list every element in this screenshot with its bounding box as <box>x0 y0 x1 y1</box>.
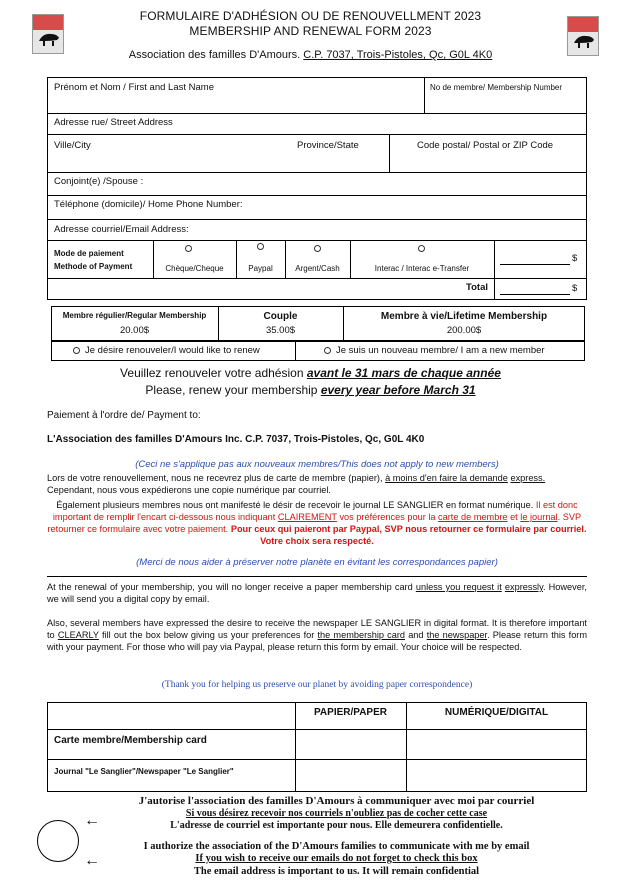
consent-en-line-3: The email address is important to us. It will remain confidential <box>193 866 480 877</box>
radio-icon[interactable] <box>257 243 264 250</box>
reminder-fr-text: Veuillez renouveler votre adhésion <box>120 366 304 380</box>
notice-en-paragraph-1: At the renewal of your membership, you will no longer receive a paper membership card unless you request it expressly. However, we will send you a digital copy by email. <box>47 582 587 604</box>
card-digital-cell[interactable] <box>407 730 586 759</box>
currency-symbol: $ <box>572 253 578 264</box>
lifetime-membership-price: 200.00$ <box>446 325 482 336</box>
renew-option[interactable]: Je désire renouveler/I would like to renew <box>85 345 260 356</box>
couple-membership-label: Couple <box>263 311 298 322</box>
consent-checkbox[interactable] <box>37 820 79 862</box>
amount-line[interactable] <box>500 264 570 265</box>
title-en: MEMBERSHIP AND RENEWAL FORM 2023 <box>189 24 432 38</box>
reminder-en-text: Please, renew your membership <box>145 383 318 397</box>
lifetime-membership-label: Membre à vie/Lifetime Membership <box>380 311 548 322</box>
row-journal: Journal "Le Sanglier"/Newspaper "Le Sanglier" <box>54 767 234 776</box>
radio-icon[interactable] <box>324 347 331 354</box>
email-field[interactable]: Adresse courriel/Email Address: <box>54 224 189 235</box>
payment-method-label-fr: Mode de paiement <box>54 249 124 258</box>
association-address: C.P. 7037, Trois-Pistoles, Qc, G0L 4K0 <box>303 49 493 61</box>
consent-fr-line-3: L'adresse de courriel est importante pour nous. Elle demeurera confidentielle. <box>170 820 503 831</box>
province-field[interactable]: Province/State <box>297 140 359 151</box>
association-line <box>0 49 621 61</box>
reminder-en <box>0 383 621 397</box>
notice-en-thanks: (Thank you for helping us preserve our planet by avoiding paper correspondence) <box>161 680 473 690</box>
journal-digital-cell[interactable] <box>407 760 586 791</box>
total-amount-line[interactable] <box>500 294 570 295</box>
journal-paper-cell[interactable] <box>296 760 406 791</box>
radio-icon[interactable] <box>314 245 321 252</box>
payment-option-cheque: Chèque/Cheque <box>165 264 224 273</box>
city-field[interactable]: Ville/City <box>54 140 91 151</box>
couple-membership-price: 35.00$ <box>265 325 296 336</box>
radio-icon[interactable] <box>73 347 80 354</box>
notice-fr-paragraph-1: Lors de votre renouvellement, nous ne recevrez plus de carte de membre (papier), à moins d'en faire la demande express. Cependant, nous vous expédierons une copie numérique par courriel. <box>47 473 546 495</box>
consent-en-line-2: If you wish to receive our emails do not forget to check this box <box>195 853 478 864</box>
payment-option-paypal: Paypal <box>248 264 273 273</box>
payment-to-label: Paiement à l'ordre de/ Payment to: <box>47 410 201 421</box>
title-fr: FORMULAIRE D'ADHÉSION OU DE RENOUVELLMENT 2023 <box>139 9 482 23</box>
radio-icon[interactable] <box>418 245 425 252</box>
reminder-fr <box>0 366 621 380</box>
regular-membership-price: 20.00$ <box>119 325 150 336</box>
total-currency-symbol: $ <box>572 283 578 294</box>
radio-icon[interactable] <box>185 245 192 252</box>
name-field[interactable]: Prénom et Nom / First and Last Name <box>54 82 214 93</box>
notice-en-paragraph-2: Also, several members have expressed the desire to receive the newspaper LE SANGLIER in digital format. It is therefore important to CLEARLY fill out the box below giving us your preferences for the membership card and the newspaper. Please return this form with your payment. For those who will pay via Paypal, please return this form by email. Your choice will be respected. <box>47 618 588 652</box>
consent-fr-line-1: J'autorise l'association des familles D'Amours à communiquer avec moi par courriel <box>138 795 535 807</box>
consent-en-line-1: I authorize the association of the D'Amours families to communicate with me by email <box>143 841 530 852</box>
consent-fr-line-2: Si vous désirez recevoir nos courriels n'oubliez pas de cocher cette case <box>185 808 488 819</box>
col-digital: NUMÉRIQUE/DIGITAL <box>444 707 549 718</box>
payment-method-label-en: Methode of Payment <box>54 262 133 271</box>
notice-fr-paragraph-2: Également plusieurs membres nous ont manifesté le désir de recevoir le journal LE SANGLIER en format numérique. Il est donc important de remplir l'encart ci-dessous nous indiquant CLAIREMENT vos préférences pour la carte de membre et le journal. SVP retourner ce formulaire avec votre paiement. Pour ceux qui paieront par Paypal, SVP nous retourner ce formulaire par courriel. Votre choix sera respecté. <box>47 500 587 546</box>
reminder-fr-deadline: avant le 31 mars de chaque année <box>306 366 501 380</box>
street-address-field[interactable]: Adresse rue/ Street Address <box>54 117 173 128</box>
total-label: Total <box>466 282 488 293</box>
reminder-en-deadline: every year before March 31 <box>320 383 476 397</box>
arrow-left-icon: ← <box>84 852 100 869</box>
regular-membership-label: Membre régulier/Regular Membership <box>62 311 207 320</box>
payment-option-interac: Interac / Interac e-Transfer <box>374 264 470 273</box>
notice-applicability: (Ceci ne s'applique pas aux nouveaux membres/This does not apply to new members) <box>135 459 499 470</box>
member-number-field[interactable]: No de membre/ Membership Number <box>430 83 563 92</box>
payment-option-cash: Argent/Cash <box>295 264 340 273</box>
spouse-field[interactable]: Conjoint(e) /Spouse : <box>54 176 144 187</box>
arrow-left-icon: ← <box>84 812 100 829</box>
card-paper-cell[interactable] <box>296 730 406 759</box>
new-member-option[interactable]: Je suis un nouveau membre/ I am a new member <box>336 345 545 356</box>
notice-fr-thanks: (Merci de nous aider à préserver notre planète en évitant les correspondances papier) <box>136 557 498 568</box>
postal-code-field[interactable]: Code postal/ Postal or ZIP Code <box>417 140 554 151</box>
row-membership-card: Carte membre/Membership card <box>54 735 207 746</box>
phone-field[interactable]: Téléphone (domicile)/ Home Phone Number: <box>54 199 243 210</box>
payee-address: L'Association des familles D'Amours Inc. C.P. 7037, Trois-Pistoles, Qc, G0L 4K0 <box>47 434 425 445</box>
association-name: Association des familles D'Amours. <box>128 49 301 61</box>
col-paper: PAPIER/PAPER <box>314 707 387 718</box>
